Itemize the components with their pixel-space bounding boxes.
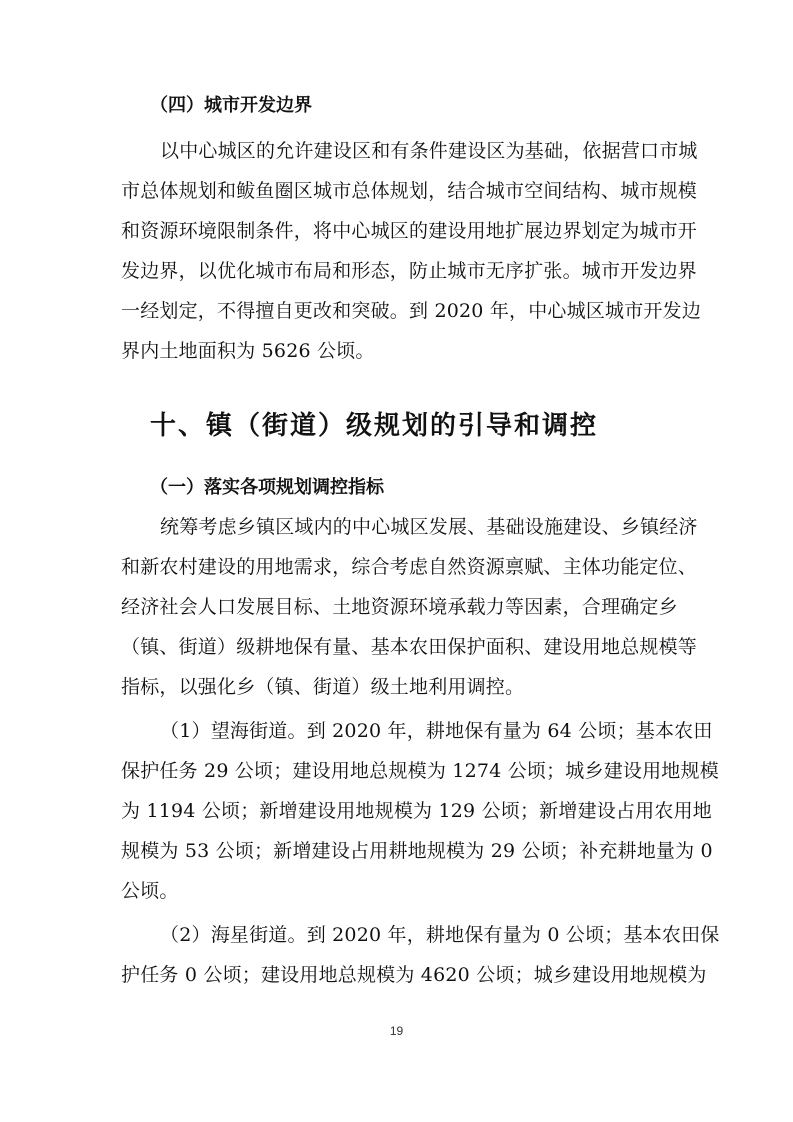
paragraph-line: 以中心城区的允许建设区和有条件建设区为基础，依据营口市城	[160, 140, 698, 162]
paragraph-line: 经济社会人口发展目标、土地资源环境承载力等因素，合理确定乡	[121, 596, 678, 618]
paragraph-line: 保护任务 29 公顷；建设用地总规模为 1274 公顷；城乡建设用地规模	[121, 760, 719, 782]
paragraph-line: 一经划定，不得擅自更改和突破。到 2020 年，中心城区城市开发边	[121, 300, 702, 322]
paragraph-line: （1）望海街道。到 2020 年，耕地保有量为 64 公顷；基本农田	[160, 720, 713, 742]
paragraph-line: 为 1194 公顷；新增建设用地规模为 129 公顷；新增建设占用农用地	[121, 800, 712, 822]
paragraph-line: （镇、街道）级耕地保有量、基本农田保护面积、建设用地总规模等	[121, 636, 698, 658]
paragraph-line: （2）海星街道。到 2020 年，耕地保有量为 0 公顷；基本农田保	[160, 924, 720, 946]
paragraph-line: 规模为 53 公顷；新增建设占用耕地规模为 29 公顷；补充耕地量为 0	[121, 840, 713, 862]
paragraph-line: 和新农村建设的用地需求，综合考虑自然资源禀赋、主体功能定位、	[121, 556, 698, 578]
chapter-heading: 十、镇（街道）级规划的引导和调控	[150, 411, 599, 441]
subsection-heading-control-indicators: （一）落实各项规划调控指标	[150, 477, 384, 498]
paragraph-line: 统筹考虑乡镇区域内的中心城区发展、基础设施建设、乡镇经济	[160, 516, 698, 538]
paragraph-line: 公顷。	[121, 880, 179, 902]
paragraph-line: 指标，以强化乡（镇、街道）级土地利用调控。	[121, 676, 525, 698]
section-heading-city-development-boundary: （四）城市开发边界	[150, 95, 312, 116]
page-number: 19	[389, 1024, 404, 1038]
paragraph-line: 市总体规划和鲅鱼圈区城市总体规划，结合城市空间结构、城市规模	[121, 180, 698, 202]
paragraph-line: 界内土地面积为 5626 公顷。	[121, 340, 375, 362]
paragraph-line: 和资源环境限制条件，将中心城区的建设用地扩展边界划定为城市开	[121, 220, 698, 242]
paragraph-line: 护任务 0 公顷；建设用地总规模为 4620 公顷；城乡建设用地规模为	[121, 964, 707, 986]
paragraph-line: 发边界，以优化城市布局和形态，防止城市无序扩张。城市开发边界	[121, 260, 698, 282]
